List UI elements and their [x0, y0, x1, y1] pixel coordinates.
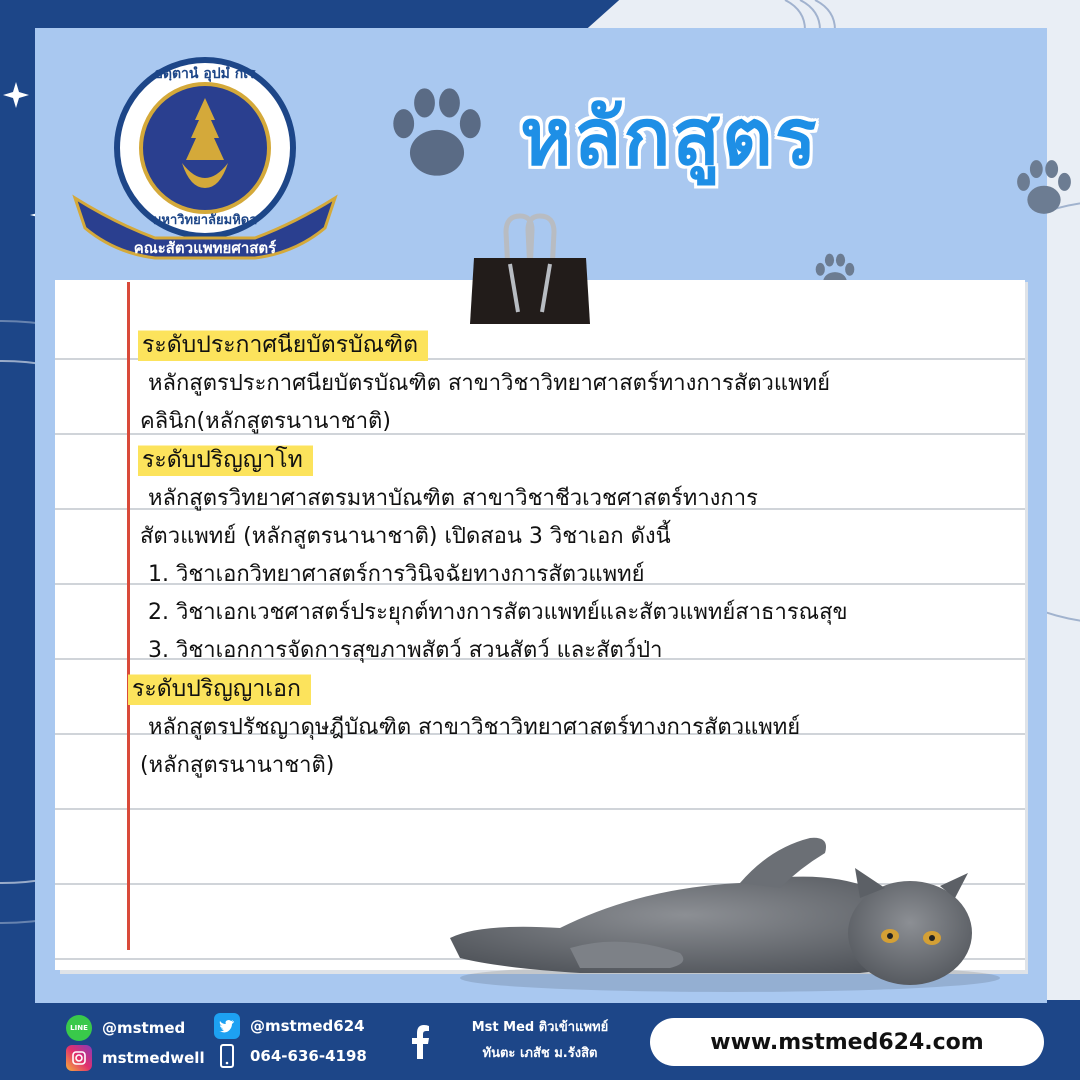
section-heading: ระดับปริญญาเอก: [128, 670, 311, 708]
twitter-contact[interactable]: [214, 1013, 365, 1039]
section-heading-row: [130, 670, 1020, 709]
section-text-line: หลักสูตรวิทยาศาสตรมหาบัณฑิต สาขาวิชาชีวเวชศาสตร์ทางการ: [148, 486, 758, 511]
facebook-page-line1: Mst Med ติวเข้าแพทย์: [471, 1020, 609, 1035]
twitter-icon: [214, 1013, 240, 1039]
facebook-icon[interactable]: [408, 1025, 432, 1063]
line-handle: @mstmed: [102, 1019, 186, 1037]
binder-clip: [470, 212, 590, 324]
logo-university-text: มหาวิทยาลัยมหิดล: [152, 213, 258, 228]
page-title: [520, 78, 1000, 198]
section-heading: ระดับประกาศนียบัตรบัณฑิต: [138, 326, 428, 364]
section-heading: ระดับปริญญาโท: [138, 441, 313, 479]
instagram-handle: mstmedwell: [102, 1049, 205, 1067]
line-icon: LINE: [66, 1015, 92, 1041]
line-contact[interactable]: [66, 1015, 185, 1041]
section-text-line: (หลักสูตรนานาชาติ): [140, 753, 335, 778]
section-text-line: หลักสูตรประกาศนียบัตรบัณฑิต สาขาวิชาวิทยาศาสตร์ทางการสัตวแพทย์: [148, 371, 830, 396]
page-title-text: หลักสูตร: [520, 93, 819, 183]
paw-icon: [385, 80, 489, 184]
section-heading-row: [140, 441, 1020, 480]
cat-photo: [440, 828, 1010, 998]
paper-margin-line: [127, 282, 130, 950]
logo-faculty-text: คณะสัตวแพทยศาสตร์: [133, 239, 277, 257]
curriculum-content: [132, 326, 1020, 785]
instagram-contact[interactable]: [66, 1045, 205, 1071]
major-item: 3. วิชาเอกการจัดการสุขภาพสัตว์ สวนสัตว์ และสัตว์ป่า: [148, 638, 663, 663]
logo-top-text: อตฺตานํ อุปมํ กเร: [154, 66, 256, 82]
major-item: 2. วิชาเอกเวชศาสตร์ประยุกต์ทางการสัตวแพทย์และสัตวแพทย์สาธารณสุข: [148, 600, 848, 625]
phone-icon: [214, 1043, 240, 1069]
section-heading-row: [140, 326, 1020, 365]
twitter-handle: @mstmed624: [250, 1017, 365, 1035]
facebook-page-line2: ทันตะ เภสัช ม.รังสิต: [482, 1046, 598, 1061]
paw-icon: [1012, 155, 1076, 219]
major-item: 1. วิชาเอกวิทยาศาสตร์การวินิจฉัยทางการสัตวแพทย์: [148, 562, 645, 587]
phone-contact[interactable]: [214, 1043, 367, 1069]
section-text-line: หลักสูตรปรัชญาดุษฎีบัณฑิต สาขาวิชาวิทยาศาสตร์ทางการสัตวแพทย์: [148, 715, 801, 740]
section-text-line: สัตวแพทย์ (หลักสูตรนานาชาติ) เปิดสอน 3 วิชาเอก ดังนี้: [140, 524, 671, 549]
footer: [0, 1003, 1080, 1080]
university-logo: [70, 48, 340, 268]
instagram-icon: [66, 1045, 92, 1071]
phone-number: 064-636-4198: [250, 1047, 367, 1065]
website-link[interactable]: www.mstmed624.com: [650, 1018, 1044, 1066]
section-text-line: คลินิก(หลักสูตรนานาชาติ): [140, 409, 391, 434]
facebook-page[interactable]: [460, 1015, 620, 1067]
